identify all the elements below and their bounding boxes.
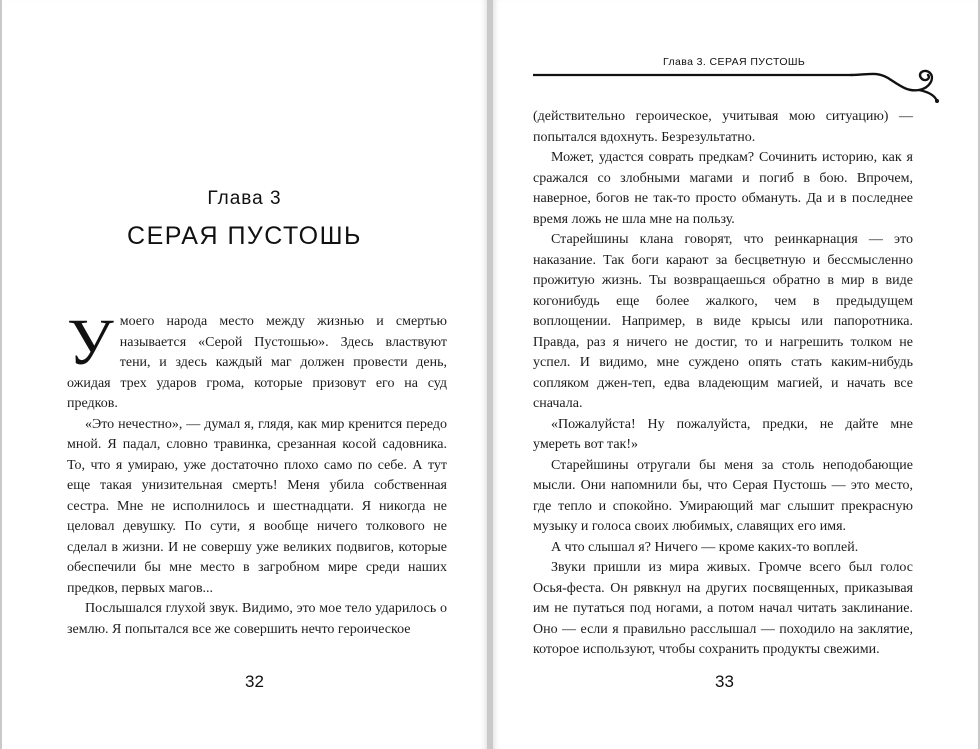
paragraph: Старейшины отругали бы меня за столь неподобающие мысли. Они напомнили бы, что Серая Пустошь — это место, где тепло и спокойно. Умирающий маг слышит прекрасную музыку и голоса своих любимых, славящих его имя. [533,457,913,534]
paragraph: (действительно героическое, учитывая мою ситуацию) — попытался вдохнуть. Безрезультатно. [533,109,913,145]
right-page [493,0,978,749]
running-head: Глава 3. СЕРАЯ ПУСТОШЬ [663,56,806,68]
paragraph: «Пожалуйста! Ну пожалуйста, предки, не дайте мне умереть вот так!» [533,416,913,452]
right-body-text [533,107,913,661]
paragraph: Звуки пришли из мира живых. Громче всего был голос Осья-феста. Он рявкнул на других посвященных, приказывая им не путаться под ногами, а потом начал читать заклинание. Оно — если я правильно расслышал — походило на заклятие, которое используют, чтобы сохранить продукты свежими. [533,560,913,657]
drop-cap: У [67,306,114,379]
page-number: 32 [245,672,264,691]
page-number: 33 [715,672,734,691]
chapter-number: Глава 3 [207,188,282,209]
paragraph [67,306,447,415]
ornamental-rule [533,68,943,103]
paragraph: Послышался глухой звук. Видимо, это мое тело ударилось о землю. Я попытался все же совершить нечто героическое [67,601,447,637]
left-body-text [67,306,447,640]
chapter-title: СЕРАЯ ПУСТОШЬ [127,222,362,250]
left-page [2,0,487,749]
paragraph-text: моего народа место между жизнью и смертью называется «Серой Пустошью». Здесь властвуют тени, и здесь каждый маг должен провести день, ожидая трех ударов грома, которые призовут его на суд предков. [67,314,447,411]
paragraph: «Это нечестно», — думал я, глядя, как мир кренится передо мной. Я падал, словно травинка, срезанная косой садовника. То, что я умираю, уже достаточно плохо само по себе. А тут еще такая унизительная смерть! Меня убила собственная сестра. Мне не исполнилось и шестнадцати. Я никогда не целовал девушку. По сути, я вообще ничего толкового не сделал в жизни. И не совершу уже великих подвигов, которые обеспечили бы мне место в загробном мире среди наших предков, первых магов... [67,416,447,596]
paragraph: А что слышал я? Ничего — кроме каких-то воплей. [551,539,859,555]
paragraph: Старейшины клана говорят, что реинкарнация — это наказание. Так боги карают за бесцветную и бессмысленно прожитую жизнь. Ты возвращаешься обратно в мир в виде когонибудь еще более жалкого, чем в предыдущем воплощении. Например, в виде крысы или папоротника. Правда, раз я ничего не достиг, то и нагрешить толком не успел. И видимо, мне суждено опять стать каким-нибудь сопляком джен-теп, едва владеющим магией, и начать все сначала. [533,232,913,411]
paragraph: Может, удастся соврать предкам? Сочинить историю, как я сражался со злобными магами и погиб в бою. Впрочем, наверное, богов не так-то просто обмануть. Да и в последнее время ложь не шла мне на пользу. [533,150,913,227]
